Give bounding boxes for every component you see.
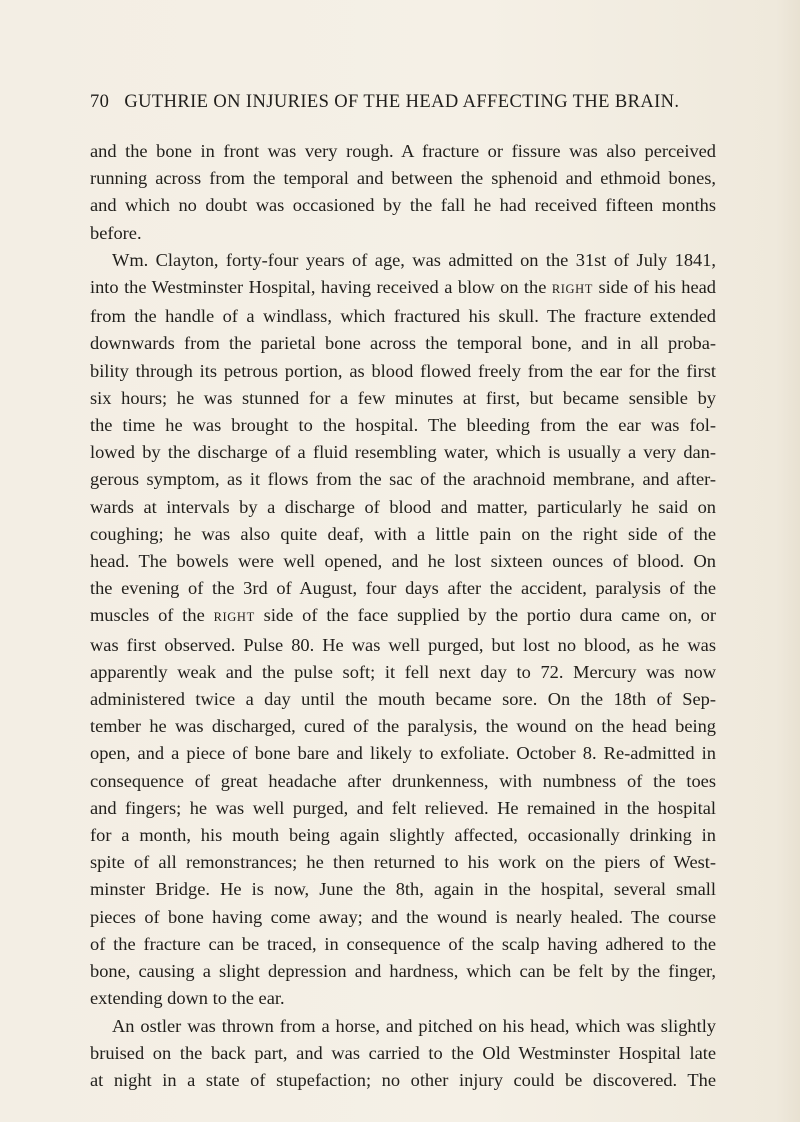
text-line: coughing; he was also quite deaf, with a little pain on the right side of the <box>90 523 716 544</box>
text-line: bone, causing a slight depression and hardness, which can be felt by the finger, <box>90 961 716 982</box>
text-line: head. The bowels were well opened, and he lost sixteen ounces of blood. On <box>90 551 716 572</box>
text-line: minster Bridge. He is now, June the 8th, again in the hospital, several small <box>90 879 716 900</box>
text-line-pre: into the Westminster Hospital, having received a blow on the <box>90 277 552 298</box>
text-line: apparently weak and the pulse soft; it fell next day to 72. Mercury was now <box>90 661 716 682</box>
text-line: the evening of the 3rd of August, four days after the accident, paralysis of the <box>90 578 716 599</box>
body-text <box>90 138 716 1094</box>
text-line: tember he was discharged, cured of the paralysis, the wound on the head being <box>90 716 716 737</box>
text-line: wards at intervals by a discharge of blood and matter, particularly he said on <box>90 496 716 517</box>
text-line <box>90 602 716 631</box>
text-line: from the handle of a windlass, which fractured his skull. The fracture extended <box>90 306 716 327</box>
text-line: lowed by the discharge of a fluid resembling water, which is usually a very dan- <box>90 442 716 463</box>
text-line: Wm. Clayton, forty-four years of age, was admitted on the 31st of July 1841, <box>112 249 716 270</box>
text-line: An ostler was thrown from a horse, and pitched on his head, which was slightly <box>112 1015 716 1036</box>
text-line: extending down to the ear. <box>90 988 285 1009</box>
small-caps-right: RIGHT <box>551 282 594 297</box>
text-line-post: side of his head <box>593 277 716 298</box>
text-line: and fingers; he was well purged, and felt relieved. He remained in the hospital <box>90 797 716 818</box>
text-line: pieces of bone having come away; and the wound is nearly healed. The course <box>90 906 716 927</box>
text-line: bruised on the back part, and was carried to the Old Westminster Hospital late <box>90 1042 716 1063</box>
text-line: before. <box>90 222 142 243</box>
text-line: gerous symptom, as it flows from the sac of the arachnoid membrane, and after- <box>90 469 716 490</box>
text-line: open, and a piece of bone bare and likely to exfoliate. October 8. Re-admitted in <box>90 743 716 764</box>
text-line <box>90 274 716 303</box>
text-line: of the fracture can be traced, in consequence of the scalp having adhered to the <box>90 933 716 954</box>
text-line: six hours; he was stunned for a few minutes at first, but became sensible by <box>90 387 716 408</box>
text-line: and the bone in front was very rough. A fracture or fissure was also perceived <box>90 141 716 161</box>
text-line: downwards from the parietal bone across the temporal bone, and in all proba- <box>90 333 716 354</box>
text-line: administered twice a day until the mouth became sore. On the 18th of Sep- <box>90 689 716 710</box>
text-line: the time he was brought to the hospital. The bleeding from the ear was fol- <box>90 415 716 436</box>
text-line-post: side of the face supplied by the portio dura came on, or <box>254 605 716 626</box>
text-line: and which no doubt was occasioned by the fall he had received fifteen months <box>90 195 716 216</box>
text-line: spite of all remonstrances; he then returned to his work on the piers of West- <box>90 852 716 873</box>
text-line: running across from the temporal and between the sphenoid and ethmoid bones, <box>90 168 716 189</box>
text-line-pre: muscles of the <box>90 605 214 626</box>
text-line: for a month, his mouth being again slightly affected, occasionally drinking in <box>90 825 716 846</box>
running-title: GUTHRIE ON INJURIES OF THE HEAD AFFECTING THE BRAIN. <box>124 92 680 112</box>
small-caps-right: RIGHT <box>213 610 255 625</box>
running-header <box>90 92 710 113</box>
text-line: at night in a state of stupefaction; no other injury could be discovered. The <box>90 1069 716 1090</box>
page-number: 70 <box>90 92 110 112</box>
text-line: bility through its petrous portion, as blood flowed freely from the ear for the first <box>90 360 716 381</box>
text-line: was first observed. Pulse 80. He was well purged, but lost no blood, as he was <box>90 634 716 655</box>
text-line: consequence of great headache after drunkenness, with numbness of the toes <box>90 770 716 791</box>
